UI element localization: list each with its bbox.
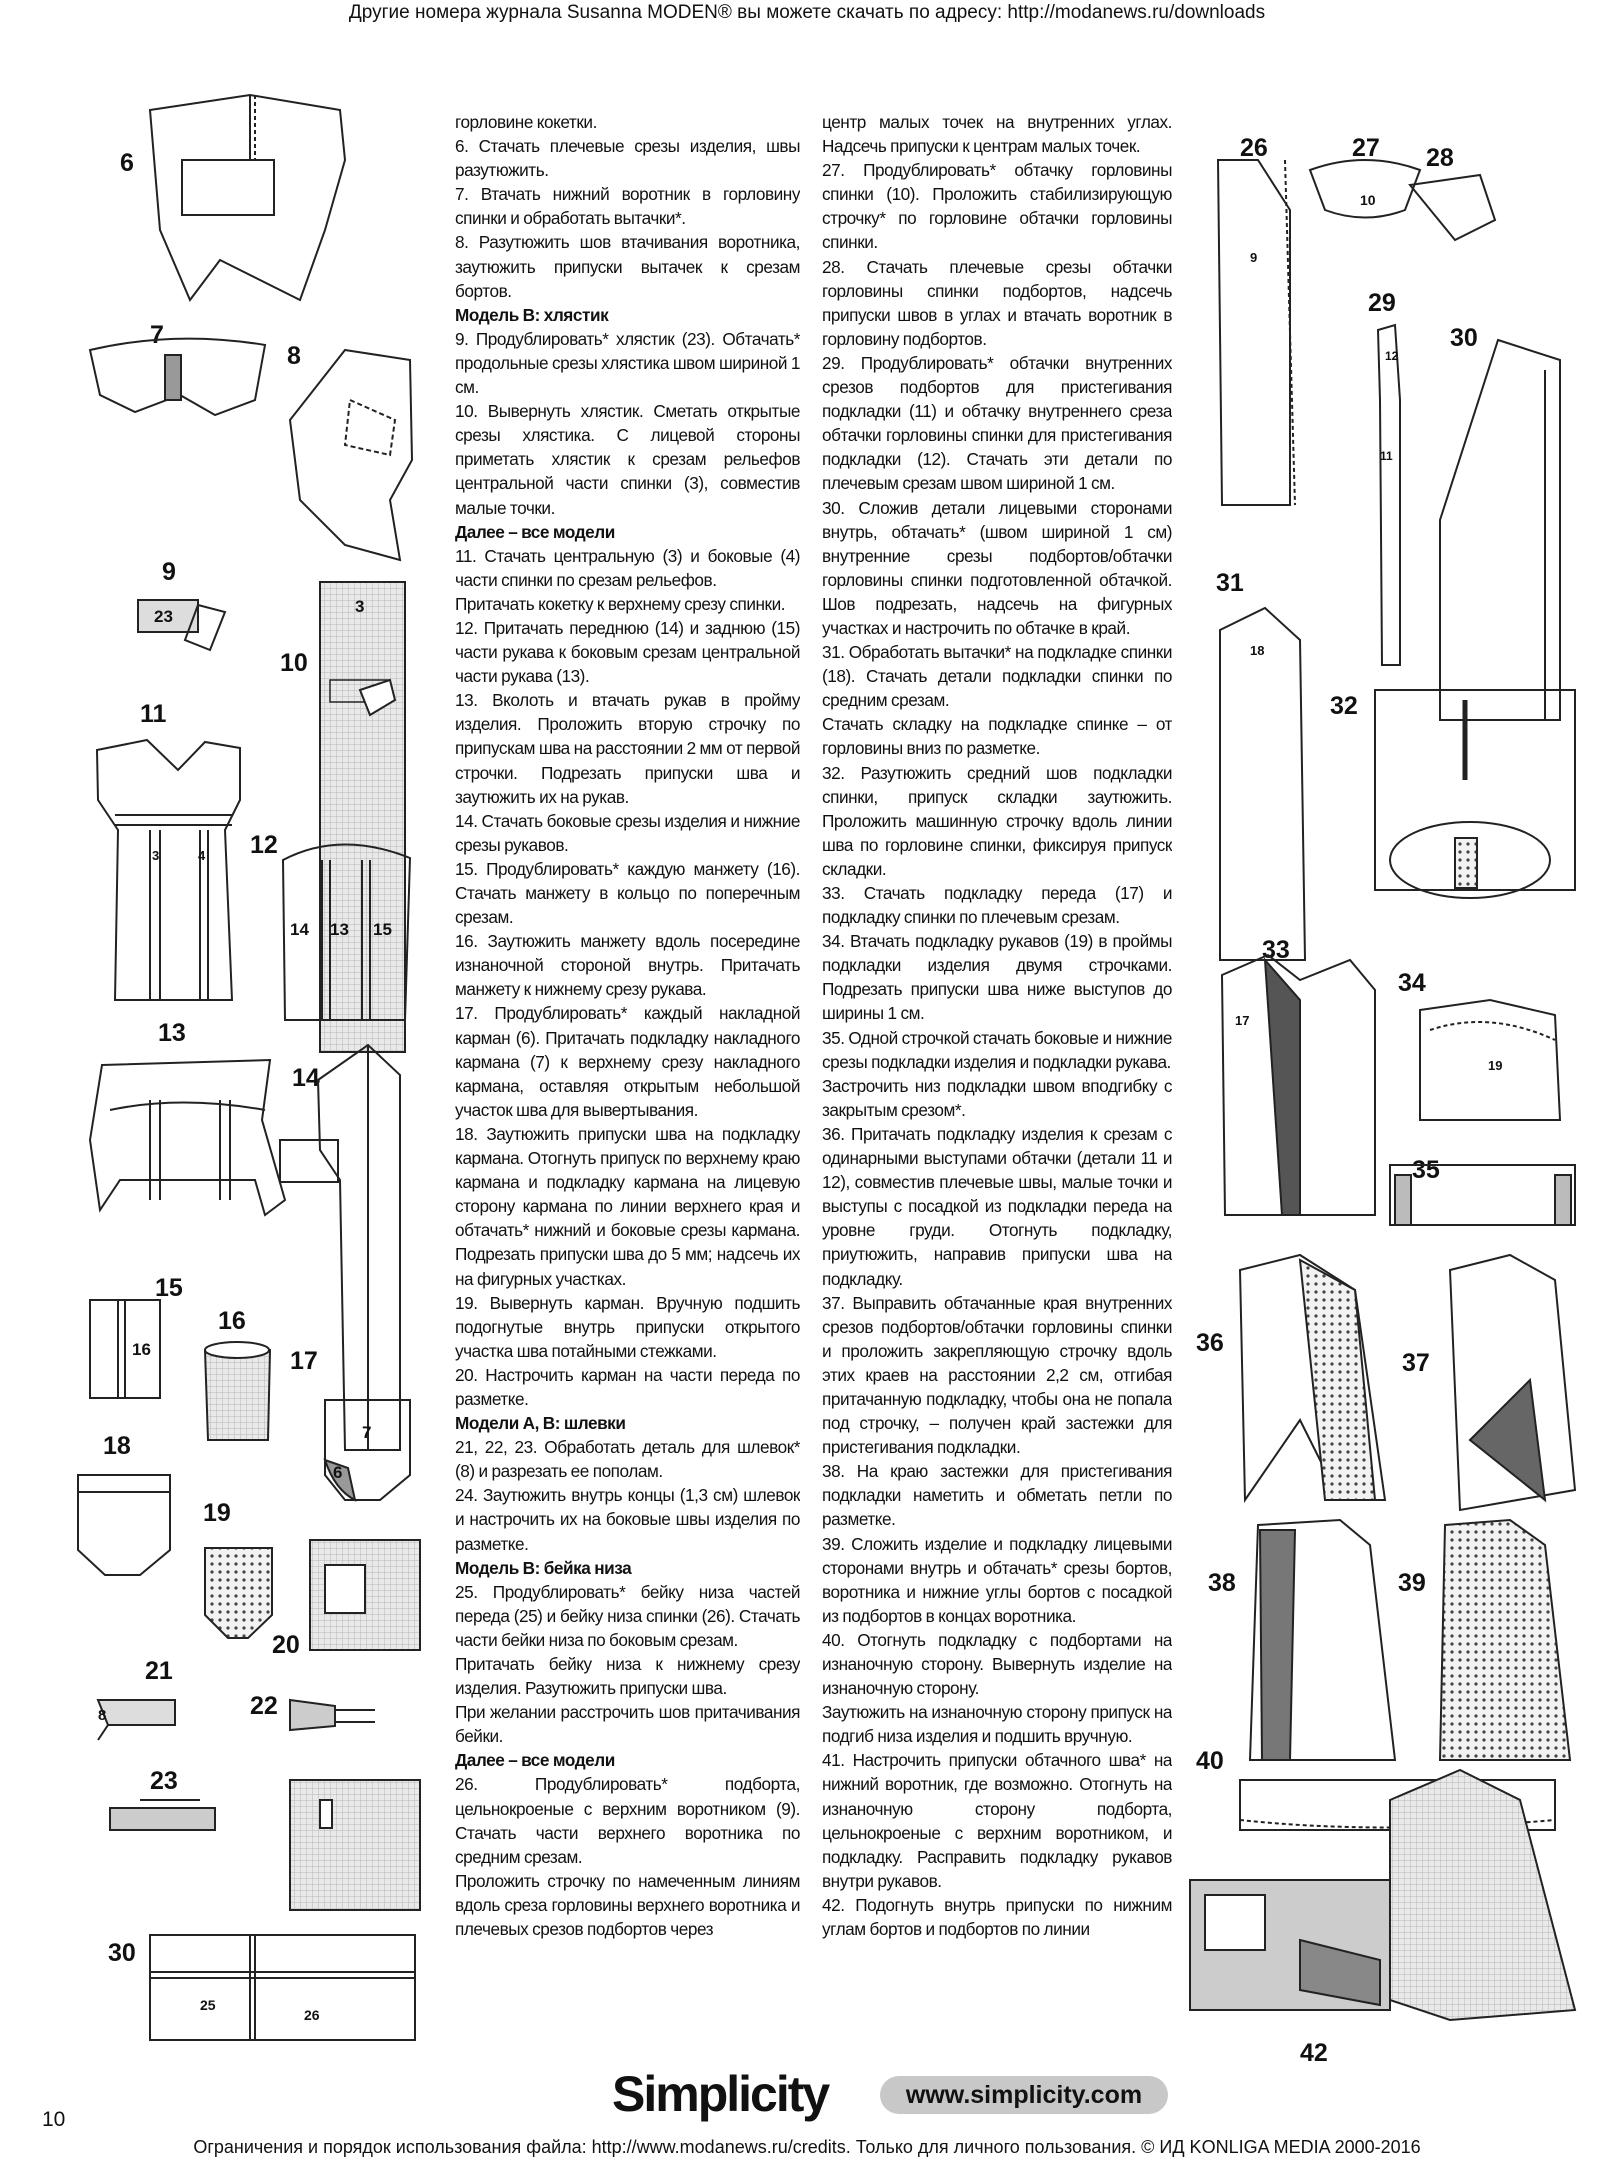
instruction-paragraph: Притачать кокетку к верхнему срезу спинки. <box>455 593 786 614</box>
figure-number: 40 <box>1196 1747 1224 1775</box>
figure-number: 31 <box>1216 569 1244 597</box>
piece-label: 9 <box>1250 250 1258 265</box>
piece-label: 26 <box>304 2007 320 2023</box>
instruction-paragraph: 20. Настрочить карман на части переда по разметке. <box>455 1364 800 1409</box>
figure-number: 7 <box>150 321 164 349</box>
figure-number: 22 <box>250 1692 278 1720</box>
figure-41-drawing <box>1190 1770 1575 2020</box>
figure-number: 35 <box>1412 1156 1440 1184</box>
instruction-paragraph: 17. Продублировать* каждый накладной карман (6). Притачать подкладку накладного кармана (7) к верхнему срезу накладного кармана, оставляя открытым небольшой участок шва для вывертывания. <box>455 1003 800 1120</box>
figure-13-drawing <box>90 1060 285 1215</box>
instruction-paragraph: 12. Притачать переднюю (14) и заднюю (15) части рукава к боковым срезам центральной части рукава (13). <box>455 617 800 687</box>
instruction-paragraph: 6. Стачать плечевые срезы изделия, швы разутюжить. <box>455 136 800 181</box>
piece-label: 16 <box>132 1340 151 1359</box>
figure-25-drawing <box>150 1935 415 2040</box>
figure-30-drawing <box>1440 340 1560 720</box>
instruction-paragraph: 27. Продублировать* обтачку горловины спинки (10). Проложить стабилизирующую строчку* по горловине обтачки горловины спинки. <box>822 160 1172 253</box>
figure-19-drawing <box>205 1548 272 1638</box>
figure-number: 34 <box>1398 969 1426 997</box>
figure-number: 11 <box>140 700 167 728</box>
piece-label: 19 <box>1488 1058 1503 1073</box>
figure-number: 30 <box>1450 324 1478 352</box>
figure-number: 36 <box>1196 1329 1224 1357</box>
instruction-paragraph: 34. Втачать подкладку рукавов (19) в проймы подкладки изделия двумя строчками. Подрезать припуски шва ниже выступов до ширины 1 см. <box>822 931 1172 1024</box>
instruction-paragraph: 30. Сложив детали лицевыми сторонами внутрь, обтачать* (швом шириной 1 см) внутренние срезы подбортов/обтачки горловины спинки подготовленной обтачкой. Шов подрезать, надсечь на фигурных участках и настрочить по обтачке в край. <box>822 497 1172 638</box>
figure-number: 12 <box>250 831 278 859</box>
instruction-paragraph: 42. Подогнуть внутрь припуски по нижним углам бортов и подбортов по линии <box>822 1894 1172 1940</box>
figure-22-drawing <box>290 1700 375 1730</box>
figure-6-drawing <box>150 95 345 300</box>
instruction-paragraph: 13. Вколоть и втачать рукав в пройму изделия. Проложить вторую строчку по припускам шва на расстоянии 2 мм от первой строчки. Подрезать припуски шва и заутюжить их на рукав. <box>455 690 800 807</box>
instruction-paragraph: 18. Заутюжить припуски шва на подкладку кармана. Отогнуть припуск по верхнему краю кармана и подкладку кармана на лицевую сторону кармана по линии верхнего края и обтачать* нижний и боковые срезы кармана. Подрезать припуски шва до 5 мм; надсечь их на фигурных участках. <box>455 1123 800 1289</box>
simplicity-url[interactable]: www.simplicity.com <box>880 2076 1168 2114</box>
instruction-paragraph: 16. Заутюжить манжету вдоль посередине изнаночной стороной внутрь. Притачать манжету к нижнему срезу рукава. <box>455 931 800 1000</box>
instruction-paragraph: 8. Разутюжить шов втачивания воротника, заутюжить припуски вытачек к срезам бортов. <box>455 232 800 301</box>
instruction-paragraph: 31. Обработать вытачки* на подкладке спинки (18). Стачать детали подкладки спинки по средним срезам. <box>822 642 1172 711</box>
piece-label: 8 <box>98 1707 107 1724</box>
instruction-paragraph: 38. На краю застежки для пристегивания подкладки наметить и обметать петли по разметке. <box>822 1461 1172 1530</box>
instruction-paragraph: 28. Стачать плечевые срезы обтачки горловины спинки подбортов, надсечь припуски швов в углах и втачать воротник в горловину подбортов. <box>822 256 1172 349</box>
figure-number: 42 <box>1300 2039 1328 2067</box>
figure-number: 28 <box>1426 144 1454 172</box>
figure-number: 29 <box>1368 289 1396 317</box>
piece-label: 4 <box>198 848 206 863</box>
instruction-paragraph: 26. Продублировать* подборта, цельнокроеные с верхним воротником (9). Стачать части верхнего воротника по средним срезам. <box>455 1774 800 1867</box>
piece-label: 23 <box>154 607 173 626</box>
figure-number: 33 <box>1262 936 1290 964</box>
simplicity-logo: Simplicity <box>612 2066 829 2122</box>
instruction-paragraph: 33. Стачать подкладку переда (17) и подкладку спинки по плечевым срезам. <box>822 883 1172 928</box>
instruction-paragraph: 7. Втачать нижний воротник в горловину спинки и обработать вытачки*. <box>455 184 800 229</box>
section-heading: Модель В: бейка низа <box>455 1557 632 1578</box>
figure-8-drawing <box>290 350 412 560</box>
figure-number: 32 <box>1330 692 1358 720</box>
instruction-paragraph: Притачать бейку низа к нижнему срезу изделия. Разутюжить припуски шва. <box>455 1654 800 1699</box>
instruction-paragraph: 11. Стачать центральную (3) и боковые (4) части спинки по срезам рельефов. <box>455 545 800 590</box>
page-number: 10 <box>42 2108 66 2131</box>
piece-label: 11 <box>1380 449 1393 463</box>
section-heading: Модели А, В: шлевки <box>455 1413 626 1434</box>
figure-number: 10 <box>280 649 308 677</box>
piece-label: 12 <box>1385 349 1399 363</box>
instruction-paragraph: Стачать складку на подкладке спинке – от горловины вниз по разметке. <box>822 714 1172 759</box>
piece-label: 14 <box>290 920 309 939</box>
piece-label: 18 <box>1250 643 1265 658</box>
figure-number: 13 <box>158 1019 186 1047</box>
instruction-paragraph: Заутюжить на изнаночную сторону припуск на подгиб низа изделия и подшить вручную. <box>822 1702 1172 1747</box>
piece-label: 15 <box>373 920 392 939</box>
instruction-paragraph: Проложить строчку по намеченным линиям вдоль среза горловины верхнего воротника и плечевых срезов подбортов через <box>455 1870 800 1940</box>
figure-36-drawing <box>1240 1255 1385 1500</box>
figure-number: 18 <box>103 1432 131 1460</box>
instruction-paragraph: 14. Стачать боковые срезы изделия и нижние срезы рукавов. <box>455 810 800 855</box>
figure-21-drawing <box>98 1700 175 1740</box>
instruction-paragraph: 19. Вывернуть карман. Вручную подшить подогнутые внутрь припуски открытого участка шва потайными стежками. <box>455 1292 800 1361</box>
figure-number: 27 <box>1352 134 1380 162</box>
instruction-paragraph: 32. Разутюжить средний шов подкладки спинки, припуск складки заутюжить. Проложить машинную строчку вдоль линии шва по горловине спинки, фиксируя припуск складки. <box>822 762 1172 879</box>
piece-label: 17 <box>1235 1013 1250 1028</box>
figure-number: 19 <box>203 1499 231 1527</box>
instruction-paragraph: 25. Продублировать* бейку низа частей переда (25) и бейку низа спинки (26). Стачать части бейки низа по боковым срезам. <box>455 1581 800 1650</box>
figure-number: 23 <box>150 1767 178 1795</box>
piece-label: 10 <box>1360 192 1376 208</box>
piece-label: 7 <box>362 1423 372 1442</box>
section-heading: Модель В: хлястик <box>455 304 609 325</box>
instruction-paragraph: 35. Одной строчкой стачать боковые и нижние срезы подкладки изделия и подкладки рукава. <box>822 1027 1172 1072</box>
footer-credits-note: Ограничения и порядок использования файла: http://www.modanews.ru/credits. Только для личного пользования. © ИД KONLIGA MEDIA 2000-2016 <box>193 2137 1421 2157</box>
figure-24-drawing <box>290 1780 420 1910</box>
figure-number: 14 <box>292 1064 320 1092</box>
instruction-paragraph: 21, 22, 23. Обработать деталь для шлевок* (8) и разрезать ее пополам. <box>455 1437 800 1482</box>
figure-29-drawing <box>1378 325 1400 665</box>
instruction-paragraph: 10. Вывернуть хлястик. Сметать открытые срезы хлястика. С лицевой стороны приметать хлястик к срезам рельефов центральной части спинки (3), совместив малые точки. <box>455 401 800 518</box>
section-heading: Далее – все модели <box>455 521 615 542</box>
figure-35-drawing <box>1390 1165 1575 1225</box>
figure-number: 30 <box>108 1939 136 1967</box>
instruction-paragraph: горловине кокетки. <box>455 112 597 132</box>
figure-32-drawing <box>1375 690 1575 898</box>
instruction-paragraph: 9. Продублировать* хлястик (23). Обтачать* продольные срезы хлястика швом шириной 1 см. <box>455 328 800 398</box>
instruction-paragraph: 24. Заутюжить внутрь концы (1,3 см) шлевок и настрочить их на боковые швы изделия по разметке. <box>455 1485 800 1554</box>
figure-39-drawing <box>1440 1520 1570 1760</box>
figure-33-drawing <box>1222 955 1375 1215</box>
figure-number: 9 <box>162 558 176 586</box>
figure-37-drawing <box>1450 1255 1575 1510</box>
instruction-paragraph: 40. Отогнуть подкладку с подбортами на изнаночную сторону. Вывернуть изделие на изнаночную сторону. <box>822 1629 1172 1699</box>
figure-number: 38 <box>1208 1569 1236 1597</box>
figure-number: 20 <box>272 1631 300 1659</box>
piece-label: 6 <box>333 1463 343 1482</box>
figure-7-drawing <box>90 339 265 415</box>
instruction-paragraph: 37. Выправить обтачанные края внутренних срезов подбортов/обтачки горловины спинки и проложить закрепляющую строчку вдоль этих краев на расстоянии 2,2 см, отгибая притачанную подкладку, чтобы она не попала под строчку, – получен край застежки для пристегивания подкладки. <box>822 1292 1172 1458</box>
figure-26-drawing <box>1218 160 1295 505</box>
brand-block <box>612 2068 1172 2124</box>
figure-16-drawing <box>205 1342 270 1440</box>
figure-31-drawing <box>1220 608 1305 960</box>
piece-label: 25 <box>200 1997 216 2013</box>
instruction-paragraph: центр малых точек на внутренних углах. Надсечь припуски к центрам малых точек. <box>822 112 1172 157</box>
figure-14-drawing <box>280 1045 400 1450</box>
instruction-paragraph: Застрочить низ подкладки швом вподгибку с закрытым срезом*. <box>822 1075 1172 1120</box>
instruction-paragraph: 15. Продублировать* каждую манжету (16). Стачать манжету в кольцо по поперечным срезам. <box>455 858 800 928</box>
figure-28-drawing <box>1410 175 1495 240</box>
figure-38-drawing <box>1250 1520 1395 1760</box>
instruction-paragraph: 29. Продублировать* обтачки внутренних срезов подбортов для пристегивания подкладки (11) и обтачку внутреннего среза обтачки горловины спинки для пристегивания подкладки (12). Стачать эти детали по плечевым срезам швом шириной 1 см. <box>822 352 1172 494</box>
figure-number: 8 <box>287 342 301 370</box>
instruction-paragraph: 36. Притачать подкладку изделия к срезам с одинарными выступами обтачки (детали 11 и 12), совместив плечевые швы, малые точки и выступы с посадкой из подкладки переда на уровне груди. Отогнуть подкладку, приутюжить, направив припуски шва на подкладку. <box>822 1123 1172 1289</box>
figure-number: 21 <box>145 1657 173 1685</box>
figure-number: 15 <box>155 1274 183 1302</box>
figure-number: 16 <box>218 1307 246 1335</box>
section-heading: Далее – все модели <box>455 1750 615 1771</box>
figure-18-drawing <box>78 1475 170 1575</box>
instruction-paragraph: При желании расстрочить шов притачивания бейки. <box>455 1702 800 1747</box>
figure-number: 6 <box>120 149 134 177</box>
figure-23-drawing <box>110 1800 215 1830</box>
piece-label: 13 <box>330 920 349 939</box>
figure-20-drawing <box>310 1540 420 1650</box>
figure-11-drawing <box>97 740 240 1000</box>
instruction-paragraph: 39. Сложить изделие и подкладку лицевыми сторонами внутрь и обтачать* срезы бортов, воротника и нижние углы бортов с посадкой из подбортов в концах воротника. <box>822 1533 1172 1626</box>
instruction-paragraph: 41. Настрочить припуски обтачного шва* на нижний воротник, где возможно. Отогнуть на изнаночную сторону подборта, цельнокроеные с верхним воротником, и подкладку. Расправить подкладку рукавов внутри рукавов. <box>822 1750 1172 1891</box>
figure-9-drawing <box>138 600 225 650</box>
figure-number: 17 <box>290 1347 318 1375</box>
figure-number: 26 <box>1240 134 1268 162</box>
figure-27-drawing <box>1310 160 1420 218</box>
figure-number: 39 <box>1398 1569 1426 1597</box>
piece-label: 3 <box>355 597 365 616</box>
piece-label: 3 <box>152 848 160 863</box>
figure-number: 37 <box>1402 1349 1430 1377</box>
header-download-note: Другие номера журнала Susanna MODEN® вы можете скачать по адресу: http://modanews.ru/downloads <box>348 2 1266 23</box>
